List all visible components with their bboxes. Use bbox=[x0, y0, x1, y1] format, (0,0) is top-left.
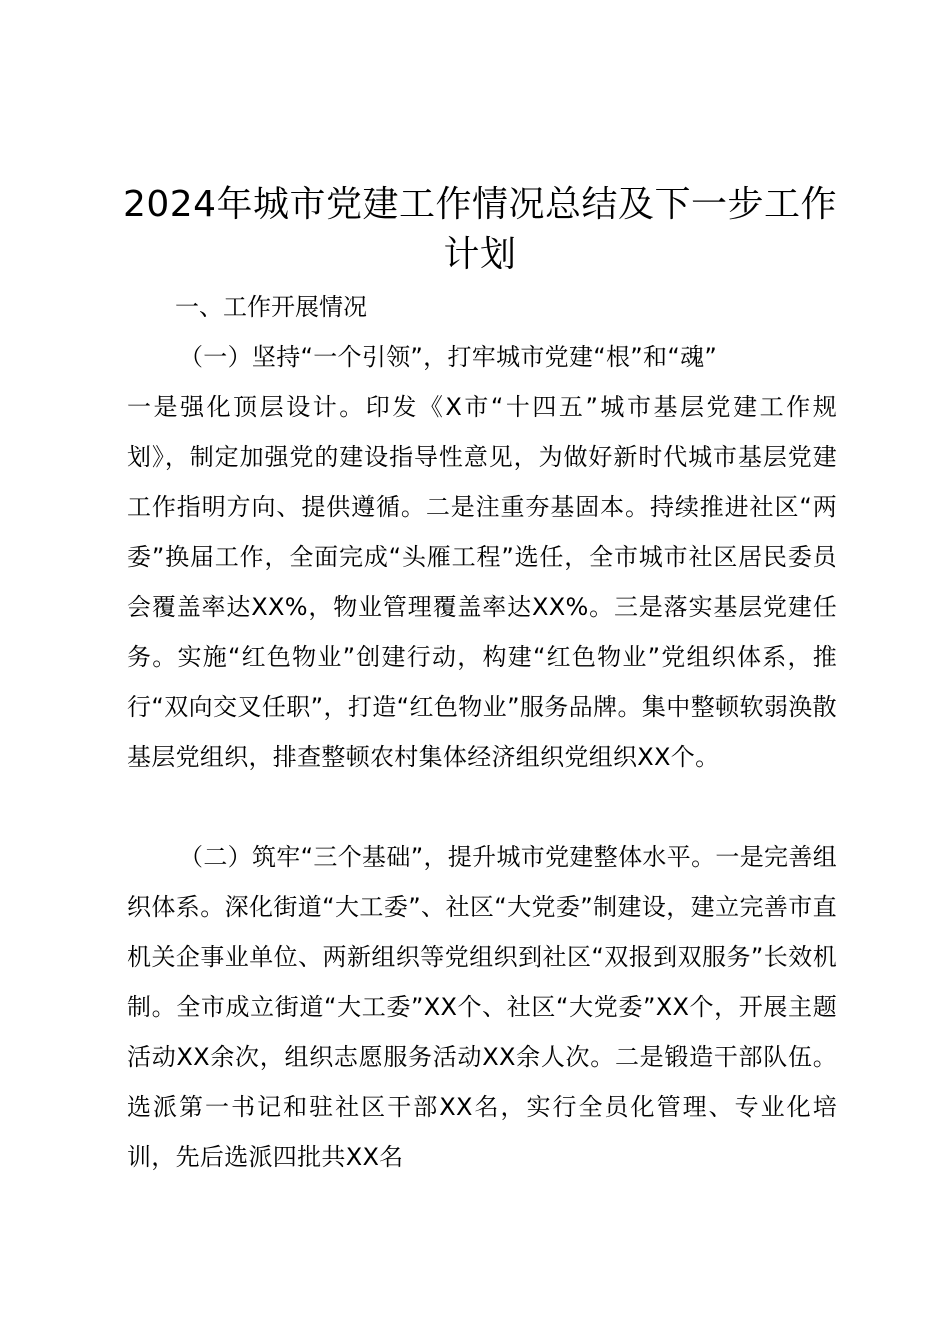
body-paragraph-1: 一是强化顶层设计。印发《X市“十四五”城市基层党建工作规划》，制定加强党的建设指导性意见，为做好新时代城市基层党建工作指明方向、提供遵循。二是注重夯基固本。持续推进社区“两委”换届工作，全面完成“头雁工程”选任，全市城市社区居民委员会覆盖率达XX%，物业管理覆盖率达XX%。三是落实基层党建任务。实施“红色物业”创建行动，构建“红色物业”党组织体系，推行“双向交叉任职”，打造“红色物业”服务品牌。集中整顿软弱涣散基层党组织，排查整顿农村集体经济组织党组织XX个。 bbox=[127, 393, 837, 771]
document-title-line-1: 2024年城市党建工作情况总结及下一步工作 bbox=[122, 184, 838, 225]
document-title-line-2: 计划 bbox=[443, 234, 517, 275]
section-heading: 一、工作开展情况 bbox=[175, 293, 367, 321]
subsection-heading: （一）坚持“一个引领”，打牢城市党建“根”和“魂” bbox=[179, 343, 718, 371]
body-paragraph-2: （二）筑牢“三个基础”，提升城市党建整体水平。一是完善组织体系。深化街道“大工委”、社区“大党委”制建设，建立完善市直机关企事业单位、两新组织等党组织到社区“双报到双服务”长效机制。全市成立街道“大工委”XX个、社区“大党委”XX个，开展主题活动XX余次，组织志愿服务活动XX余人次。二是锻造干部队伍。选派第一书记和驻社区干部XX名，实行全员化管理、专业化培训，先后选派四批共XX名 bbox=[127, 843, 837, 1171]
